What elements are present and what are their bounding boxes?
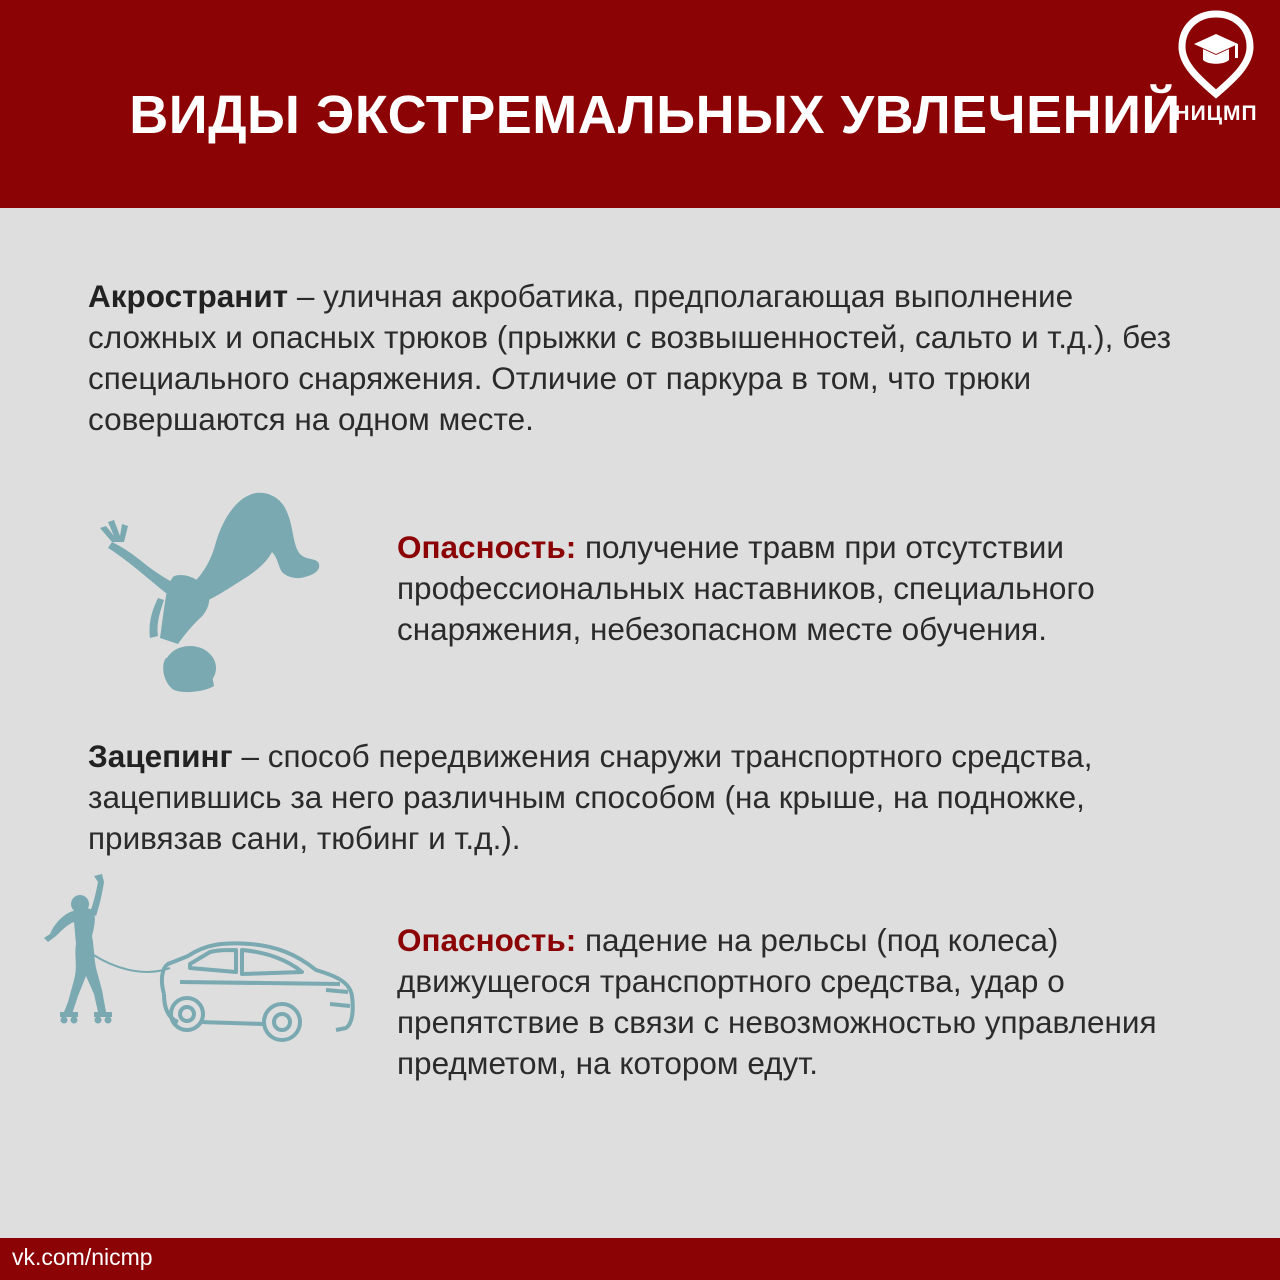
- acrostreet-danger: [397, 527, 1217, 650]
- graduation-cap-pin-icon: [1176, 10, 1256, 100]
- acrostreet-term: Акространит: [88, 278, 289, 314]
- header-banner: [0, 0, 1280, 208]
- zatseping-term: Зацепинг: [88, 738, 233, 774]
- zatseping-definition-text: – способ передвижения снаружи транспортного средства, зацепившись за него различным способом (на крыше, на подножке, привязав сани, тюбинг и т.д.).: [88, 738, 1093, 856]
- skater-towed-by-car-icon: [40, 872, 370, 1067]
- acrostreet-definition-text: – уличная акробатика, предполагающая выполнение сложных и опасных трюков (прыжки с возвышенностей, сальто и т.д.), без специального снаряжения. Отличие от паркура в том, что трюки совершаются на одном месте.: [88, 278, 1172, 437]
- acrostreet-danger-text: получение травм при отсутствии профессиональных наставников, специального снаряжения, небезопасном месте обучения.: [397, 529, 1095, 647]
- zatseping-danger: [397, 920, 1177, 1084]
- acrostreet-definition: [88, 276, 1198, 440]
- zatseping-danger-text: падение на рельсы (под колеса) движущегося транспортного средства, удар о препятствие в связи с невозможностью управления предметом, на котором едут.: [397, 922, 1157, 1081]
- logo: [1166, 10, 1266, 125]
- footer-bar: [0, 1238, 1280, 1280]
- acrostreet-danger-label: Опасность:: [397, 529, 577, 565]
- page-title: ВИДЫ ЭКСТРЕМАЛЬНЫХ УВЛЕЧЕНИЙ: [129, 85, 1181, 145]
- zatseping-definition: [88, 736, 1208, 859]
- backflip-silhouette-icon: [94, 488, 324, 703]
- zatseping-danger-label: Опасность:: [397, 922, 577, 958]
- footer-link[interactable]: vk.com/nicmp: [12, 1244, 153, 1270]
- logo-text: НИЦМП: [1174, 102, 1258, 125]
